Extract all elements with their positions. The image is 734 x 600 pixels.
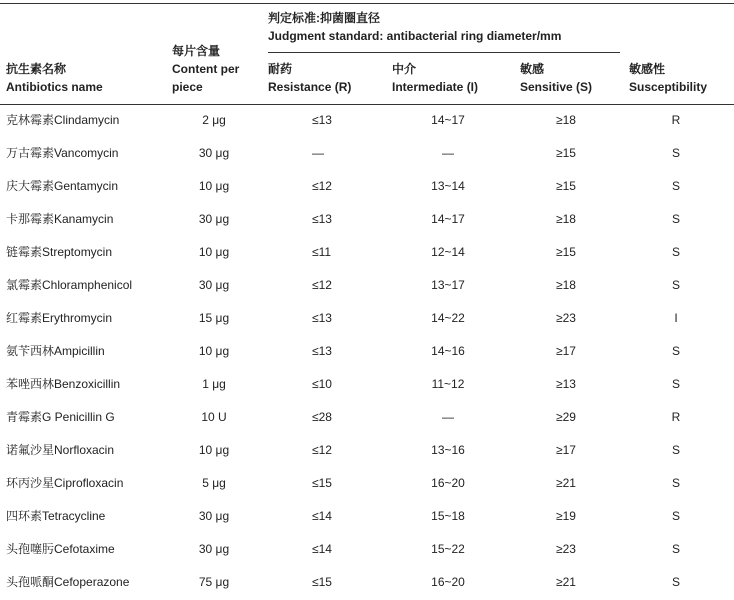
table-row xyxy=(0,500,734,533)
intermediate-value: 14~16 xyxy=(431,344,465,358)
intermediate-value: — xyxy=(442,146,454,160)
table-row xyxy=(0,104,734,137)
sensitive-value: ≥13 xyxy=(556,377,576,391)
intermediate-value: 15~22 xyxy=(431,542,465,556)
resistance-value: ≤13 xyxy=(312,311,332,325)
col-header-sensitive xyxy=(520,60,592,96)
antibiotic-name: 链霉素Streptomycin xyxy=(6,245,113,259)
intermediate-value: 14~17 xyxy=(431,113,465,127)
col-header-content xyxy=(172,42,239,96)
content-per-piece: 2 μg xyxy=(202,113,226,127)
resistance-value: ≤12 xyxy=(312,278,332,292)
table-row xyxy=(0,434,734,467)
susceptibility-value: R xyxy=(671,410,681,424)
table-row xyxy=(0,269,734,302)
antibiotic-name: 万古霉素Vancomycin xyxy=(6,146,119,160)
resistance-value: — xyxy=(312,146,324,160)
sensitive-value: ≥23 xyxy=(556,542,576,556)
intermediate-value: 12~14 xyxy=(431,245,465,259)
intermediate-value: 11~12 xyxy=(431,377,465,391)
susceptibility-value: S xyxy=(671,179,680,193)
content-per-piece: 15 μg xyxy=(198,311,230,325)
col-header-content-cn: 每片含量 xyxy=(172,44,221,58)
antibiotic-name: 庆大霉素Gentamycin xyxy=(6,179,119,193)
sensitive-value: ≥18 xyxy=(556,113,576,127)
susceptibility-value: S xyxy=(671,245,680,259)
susceptibility-value: S xyxy=(671,476,680,490)
table-row xyxy=(0,137,734,170)
col-header-susceptibility-cn: 敏感性 xyxy=(629,62,666,76)
judgment-sub-rule xyxy=(268,52,620,53)
col-header-intermediate xyxy=(392,60,478,96)
antibiotic-name: 青霉素G Penicillin G xyxy=(6,410,115,424)
col-header-name-en: Antibiotics name xyxy=(6,80,103,94)
col-header-intermediate-en: Intermediate (I) xyxy=(392,80,479,94)
sensitive-value: ≥18 xyxy=(556,212,576,226)
sensitive-value: ≥18 xyxy=(556,278,576,292)
judgment-header-en: Judgment standard: antibacterial ring diameter/mm xyxy=(268,29,562,43)
col-header-content-en-2: piece xyxy=(172,80,203,94)
sensitive-value: ≥17 xyxy=(556,344,576,358)
resistance-value: ≤13 xyxy=(312,113,332,127)
resistance-value: ≤13 xyxy=(312,344,332,358)
susceptibility-value: S xyxy=(671,542,680,556)
table-row xyxy=(0,368,734,401)
resistance-value: ≤14 xyxy=(312,509,332,523)
table-row xyxy=(0,533,734,566)
table-row xyxy=(0,236,734,269)
sensitive-value: ≥19 xyxy=(556,509,576,523)
intermediate-value: 15~18 xyxy=(431,509,465,523)
resistance-value: ≤13 xyxy=(312,212,332,226)
susceptibility-value: S xyxy=(671,212,680,226)
intermediate-value: 13~16 xyxy=(431,443,465,457)
content-per-piece: 10 μg xyxy=(198,443,230,457)
antibiotic-name: 四环素Tetracycline xyxy=(6,509,106,523)
table-row xyxy=(0,335,734,368)
resistance-value: ≤11 xyxy=(312,245,332,259)
susceptibility-value: R xyxy=(671,113,681,127)
judgment-header-cn: 判定标准:抑菌圈直径 xyxy=(268,11,380,25)
content-per-piece: 10 μg xyxy=(198,245,230,259)
content-per-piece: 30 μg xyxy=(198,509,230,523)
resistance-value: ≤28 xyxy=(312,410,332,424)
intermediate-value: — xyxy=(442,410,454,424)
resistance-value: ≤10 xyxy=(312,377,332,391)
susceptibility-value: S xyxy=(671,278,680,292)
antibiotic-name: 红霉素Erythromycin xyxy=(6,311,113,325)
antibiotic-name: 头孢哌酮Cefoperazone xyxy=(6,575,130,589)
content-per-piece: 10 μg xyxy=(198,179,230,193)
resistance-value: ≤12 xyxy=(312,443,332,457)
content-per-piece: 1 μg xyxy=(202,377,226,391)
content-per-piece: 30 μg xyxy=(198,146,230,160)
col-header-resistance-cn: 耐药 xyxy=(268,62,293,76)
antibiotic-name: 氨苄西林Ampicillin xyxy=(6,344,105,358)
table-row xyxy=(0,170,734,203)
antibiotic-name: 苯唑西林Benzoxicillin xyxy=(6,377,121,391)
col-header-sensitive-cn: 敏感 xyxy=(520,62,545,76)
resistance-value: ≤12 xyxy=(312,179,332,193)
content-per-piece: 75 μg xyxy=(198,575,230,589)
col-header-name-cn: 抗生素名称 xyxy=(6,62,67,76)
antibiotic-name: 诺氟沙星Norfloxacin xyxy=(6,443,115,457)
susceptibility-value: S xyxy=(671,344,680,358)
susceptibility-value: S xyxy=(671,377,680,391)
susceptibility-value: S xyxy=(671,443,680,457)
susceptibility-value: I xyxy=(674,311,678,325)
resistance-value: ≤14 xyxy=(312,542,332,556)
intermediate-value: 16~20 xyxy=(431,575,465,589)
judgment-header xyxy=(268,9,561,45)
col-header-resistance xyxy=(268,60,351,96)
table-top-rule xyxy=(0,3,734,4)
col-header-susceptibility xyxy=(629,60,707,96)
intermediate-value: 14~22 xyxy=(431,311,465,325)
content-per-piece: 5 μg xyxy=(202,476,226,490)
intermediate-value: 13~14 xyxy=(431,179,465,193)
col-header-intermediate-cn: 中介 xyxy=(392,62,417,76)
susceptibility-value: S xyxy=(671,146,680,160)
sensitive-value: ≥17 xyxy=(556,443,576,457)
intermediate-value: 13~17 xyxy=(431,278,465,292)
table-row xyxy=(0,302,734,335)
sensitive-value: ≥15 xyxy=(556,146,576,160)
antibiotic-name: 氯霉素Chloramphenicol xyxy=(6,278,133,292)
table-row xyxy=(0,401,734,434)
content-per-piece: 30 μg xyxy=(198,212,230,226)
intermediate-value: 14~17 xyxy=(431,212,465,226)
sensitive-value: ≥21 xyxy=(556,476,576,490)
antibiotic-name: 头孢噻肟Cefotaxime xyxy=(6,542,115,556)
col-header-sensitive-en: Sensitive (S) xyxy=(520,80,593,94)
susceptibility-value: S xyxy=(671,509,680,523)
sensitive-value: ≥15 xyxy=(556,245,576,259)
susceptibility-value: S xyxy=(671,575,680,589)
table-row xyxy=(0,203,734,236)
col-header-susceptibility-en: Susceptibility xyxy=(629,80,708,94)
col-header-resistance-en: Resistance (R) xyxy=(268,80,352,94)
table-row xyxy=(0,566,734,599)
content-per-piece: 30 μg xyxy=(198,542,230,556)
col-header-name xyxy=(6,60,103,96)
content-per-piece: 10 μg xyxy=(198,344,230,358)
content-per-piece: 10 U xyxy=(201,410,227,424)
col-header-content-en-1: Content per xyxy=(172,62,240,76)
antibiotic-name: 克林霉素Clindamycin xyxy=(6,113,120,127)
intermediate-value: 16~20 xyxy=(431,476,465,490)
sensitive-value: ≥23 xyxy=(556,311,576,325)
sensitive-value: ≥21 xyxy=(556,575,576,589)
table-row xyxy=(0,467,734,500)
antibiotic-name: 卡那霉素Kanamycin xyxy=(6,212,114,226)
sensitive-value: ≥29 xyxy=(556,410,576,424)
sensitive-value: ≥15 xyxy=(556,179,576,193)
resistance-value: ≤15 xyxy=(312,575,332,589)
resistance-value: ≤15 xyxy=(312,476,332,490)
antibiotic-name: 环丙沙星Ciprofloxacin xyxy=(6,476,124,490)
content-per-piece: 30 μg xyxy=(198,278,230,292)
